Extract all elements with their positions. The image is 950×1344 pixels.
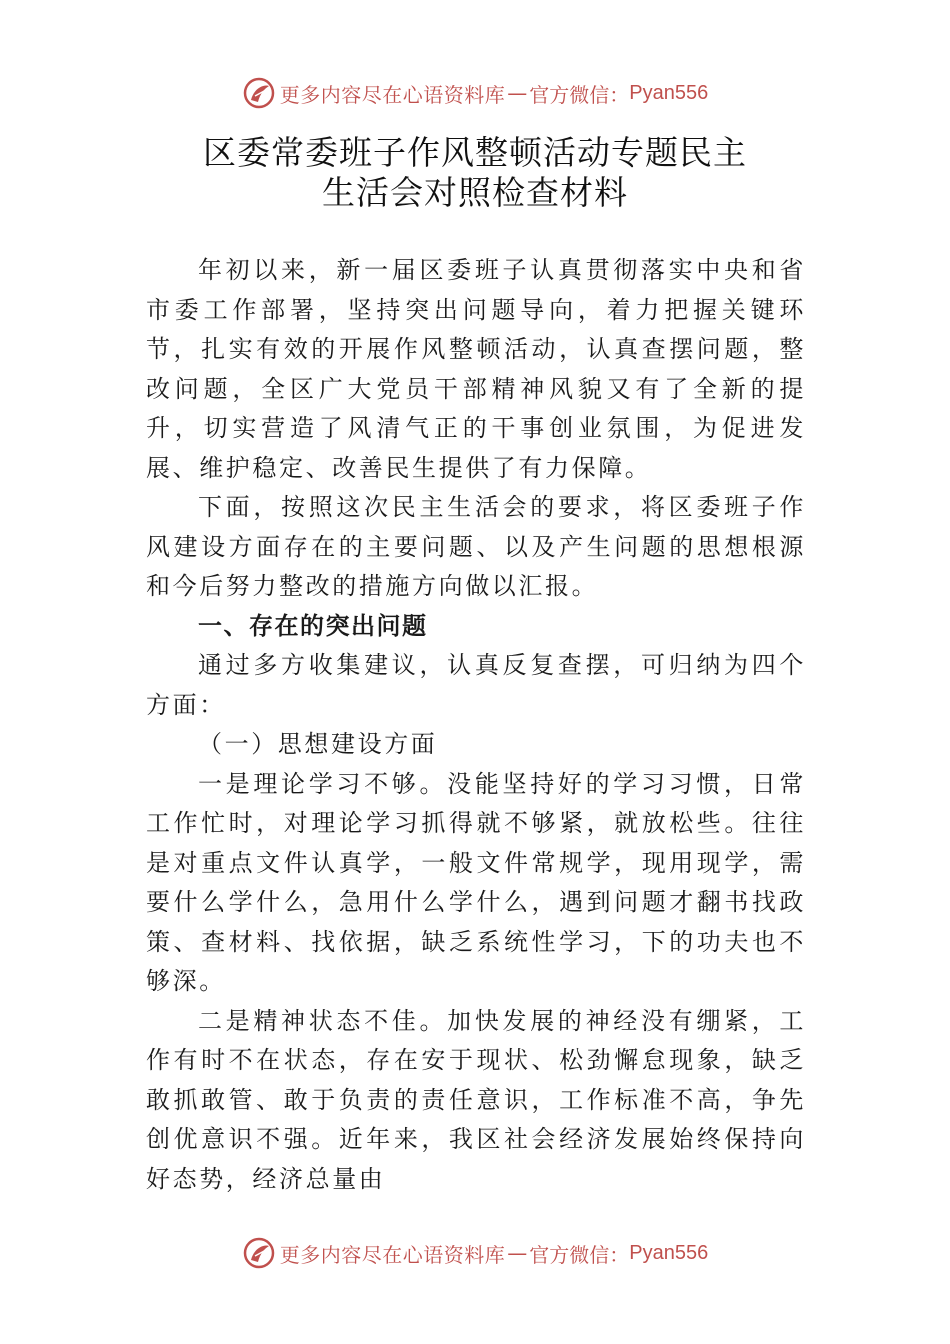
watermark-text: 更多内容尽在心语资料库 xyxy=(279,1242,506,1267)
watermark-wechat-label: 官方微信： xyxy=(529,82,630,107)
watermark-wechat-id: Pyan556 xyxy=(629,81,709,104)
document-body xyxy=(146,251,806,1199)
paragraph-point-2: 二是精神状态不佳。加快发展的神经没有绷紧，工作有时不在状态，存在安于现状、松劲懈怠现象，缺乏敢抓敢管、敢于负责的责任意识，工作标准不高，争先创优意识不强。近年来，我区社会经济发展始终保持向好态势，经济总量由 xyxy=(146,1006,806,1193)
document-title-line-2: 生活会对照检查材料 xyxy=(322,173,628,212)
watermark-wechat-label: 官方微信： xyxy=(529,1242,630,1267)
document-title-line-1: 区委常委班子作风整顿活动专题民主 xyxy=(203,133,747,172)
paragraph-intro: 年初以来，新一届区委班子认真贯彻落实中央和省市委工作部署，坚持突出问题导向，着力把握关键环节，扎实有效的开展作风整顿活动，认真查摆问题，整改问题，全区广大党员干部精神风貌又有了全新的提升，切实营造了风清气正的干事创业氛围，为促进发展、维护稳定、改善民生提供了有力保障。 xyxy=(146,256,806,482)
logo-icon xyxy=(242,76,276,110)
paragraph-purpose: 下面，按照这次民主生活会的要求，将区委班子作风建设方面存在的主要问题、以及产生问题的思想根源和今后努力整改的措施方向做以汇报。 xyxy=(146,493,806,600)
section-heading: 一、存在的突出问题 xyxy=(198,611,428,640)
paragraph-summary: 通过多方收集建议，认真反复查摆，可归纳为四个方面： xyxy=(146,651,806,719)
logo-icon xyxy=(242,1236,276,1270)
watermark-dash: — xyxy=(507,1241,528,1265)
paragraph-point-1: 一是理论学习不够。没能坚持好的学习习惯，日常工作忙时，对理论学习抓得就不够紧，就放松些。往往是对重点文件认真学，一般文件常规学，现用现学，需要什么学什么，急用什么学什么，遇到问题才翻书找政策、查材料、找依据，缺乏系统性学习，下的功夫也不够深。 xyxy=(146,769,806,995)
header-watermark xyxy=(0,73,950,113)
watermark-text: 更多内容尽在心语资料库 xyxy=(279,82,506,107)
watermark-wechat-id: Pyan556 xyxy=(629,1241,709,1264)
footer-watermark xyxy=(0,1233,950,1273)
subsection-heading: （一）思想建设方面 xyxy=(198,730,438,758)
watermark-dash: — xyxy=(507,81,528,105)
